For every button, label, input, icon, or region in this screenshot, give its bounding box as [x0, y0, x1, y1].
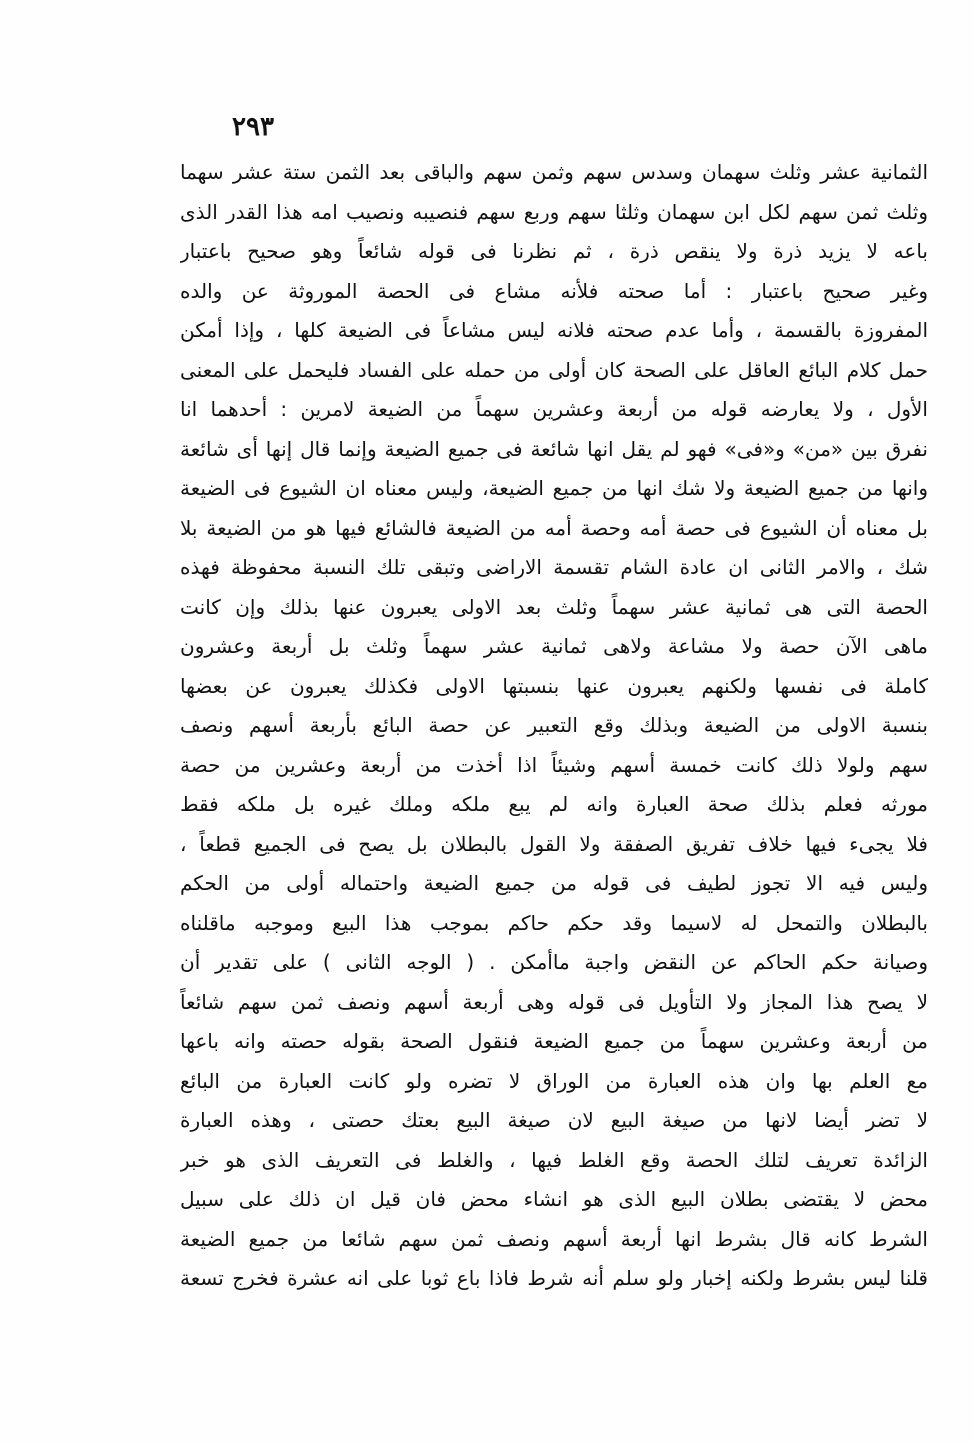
text-line: وثلث ثمن سهم لكل ابن سهمان وثلثا سهم وربع سهم فنصيبه ونصيب امه هذا القدر الذى [180, 199, 928, 224]
text-line: حمل كلام البائع العاقل على الصحة كان أولى من حمله على الفساد فليحمل على المعنى [180, 357, 928, 382]
text-line: بالبطلان والتمحل له لاسيما وقد حكم حاكم بموجب هذا البيع وموجبه ماقلناه [180, 910, 928, 935]
text-line: محض لا يقتضى بطلان البيع الذى هو انشاء محض فان قيل ان ذلك على سبيل [180, 1187, 928, 1211]
text-line: قلنا ليس بشرط ولكنه إخبار ولو سلم أنه شرط فاذا باع ثوبا على انه عشرة فخرج تسعة [180, 1266, 928, 1290]
page-number: ٢٩٣ [232, 112, 274, 142]
text-line: وانها من جميع الضيعة ولا شك انها من جميع الضيعة، وليس معناه ان الشيوع فى الضيعة [180, 476, 928, 500]
text-line: ماهى الآن حصة ولا مشاعة ولاهى ثمانية عشر سهماً وثلث بل أربعة وعشرون [180, 634, 928, 658]
text-line: مورثه فعلم بذلك صحة العبارة وانه لم يبع ملكه وملك غيره بل ملكه فقط [180, 792, 928, 816]
text-line: كاملة فى نفسها ولكنهم يعبرون عنها بنسبتها الاولى فكذلك يعبرون عن بعضها [180, 673, 928, 698]
text-line: نفرق بين «من» و«فى» فهو لم يقل انها شائعة فى جميع الضيعة وإنما قال إنها أى شائعة [180, 436, 928, 461]
body-text [180, 153, 928, 1299]
text-line: من أربعة وعشرين سهماً من جميع الضيعة فنقول الصحة بقوله حصته وانه باعها [180, 1029, 928, 1053]
text-line: بنسبة الاولى من الضيعة وبذلك وقع التعبير عن حصة البائع بأربعة أسهم ونصف [180, 713, 928, 737]
text-line: وليس فيه الا تجوز لطيف فى قوله من جميع الضيعة واحتماله أولى من الحكم [180, 871, 928, 895]
text-line: باعه لا يزيد ذرة ولا ينقص ذرة ، ثم نظرنا فى قوله شائعاً وهو صحيح باعتبار [180, 239, 928, 263]
text-line: الأول ، ولا يعارضه قوله من أربعة وعشرين سهماً من الضيعة لامرين : أحدهما انا [180, 397, 928, 421]
text-line: شك ، والامر الثانى ان عادة الشام تقسمة الاراضى وتبقى تلك النسبة محفوظة فهذه [180, 555, 928, 579]
text-line: مع العلم بها وان هذه العبارة من الوراق لا تضره ولو كانت العبارة من البائع [180, 1068, 928, 1093]
text-line: لا تضر أيضا لانها من صيغة البيع لان صيغة البيع بعتك حصتى ، وهذه العبارة [180, 1108, 928, 1132]
text-line: الشرط كانه قال بشرط انها أربعة أسهم ونصف ثمن سهم شائعا من جميع الضيعة [180, 1226, 928, 1251]
text-line: بل معناه أن الشيوع فى حصة أمه وحصة أمه من الضيعة فالشائع فيها هو من الضيعة بلا [180, 515, 928, 540]
text-line: الحصة التى هى ثمانية عشر سهماً وثلث بعد الاولى يعبرون عنها بذلك وإن كانت [180, 594, 928, 619]
text-line: وصيانة حكم الحاكم عن النقض واجبة ماأمكن . ( الوجه الثانى ) على تقدير أن [180, 950, 928, 974]
text-line: فلا يجىء فيها خلاف تفريق الصفقة ولا القول بالبطلان بل يصح فى الجميع قطعاً ، [180, 831, 928, 856]
text-line: وغير صحيح باعتبار : أما صحته فلأنه مشاع فى الحصة الموروثة عن والده [180, 278, 928, 303]
text-line: المفروزة بالقسمة ، وأما عدم صحته فلانه ليس مشاعاً فى الضيعة كلها ، وإذا أمكن [180, 318, 928, 342]
text-line: الزائدة تعريف لتلك الحصة وقع الغلط فيها ، والغلط فى التعريف الذى هو خبر [180, 1147, 928, 1172]
text-line: الثمانية عشر وثلث سهمان وسدس سهم وثمن سهم والباقى بعد الثمن ستة عشر سهما [180, 160, 928, 184]
text-line: سهم ولولا ذلك كانت خمسة أسهم وشيئاً اذا أخذت من أربعة وعشرين من حصة [180, 752, 928, 777]
text-line: لا يصح هذا المجاز ولا التأويل فى قوله وهى أربعة أسهم ونصف ثمن سهم شائعاً [180, 989, 928, 1014]
